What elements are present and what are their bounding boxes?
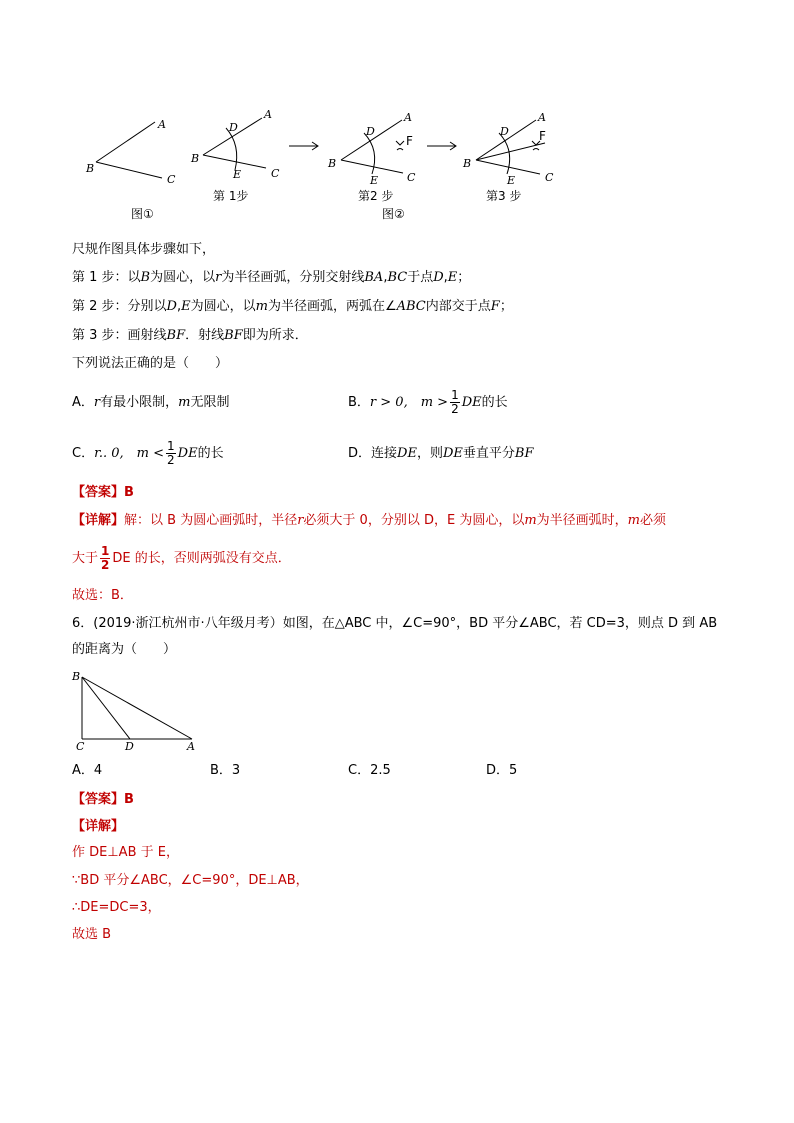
question-5-prompt: 下列说法正确的是（ ）	[72, 356, 229, 371]
construction-step-1: 第 1 步：以B为圆心，以r为半径画弧，分别交射线BA,BC于点D,E；	[72, 270, 471, 285]
q6-detail-heading: 【详解】	[72, 819, 125, 834]
arrow-1	[289, 142, 318, 150]
q6-option-c: C．2.5	[348, 763, 391, 778]
q6-option-d: D．5	[486, 763, 518, 778]
figure-1-angle	[96, 122, 162, 178]
triangle-label-b: B	[72, 670, 81, 683]
step1-label-b: B	[191, 152, 200, 165]
q5-answer: 【答案】B	[72, 485, 134, 500]
arrow-2	[427, 142, 456, 150]
q6-option-a: A．4	[72, 763, 103, 778]
step2-label-c: C	[407, 171, 416, 184]
q6-solution-line-1: 作 DE⊥AB 于 E，	[72, 845, 179, 860]
fig1-label-a: A	[158, 118, 166, 131]
q6-solution-line-2: ∵BD 平分∠ABC，∠C=90°，DE⊥AB，	[72, 873, 309, 888]
q6-answer: 【答案】B	[72, 792, 134, 807]
triangle-figure	[68, 665, 208, 755]
step3-label-e: E	[507, 174, 516, 187]
step2-label-a: A	[404, 111, 412, 124]
triangle-label-c: C	[76, 740, 85, 753]
step2-caption: 第2 步	[358, 189, 394, 203]
q6-solution-line-4: 故选 B	[72, 927, 112, 942]
q6-option-b: B．3	[210, 763, 241, 778]
caption-figure-2: 图②	[382, 207, 405, 221]
step2-label-f: F	[406, 134, 413, 148]
fig1-label-b: B	[86, 162, 95, 175]
caption-figure-1: 图①	[131, 207, 154, 221]
construction-step-3: 第 3 步：画射线BF．射线BF即为所求．	[72, 328, 308, 343]
step2-label-b: B	[328, 157, 337, 170]
fraction-half: $\frac{1}{2}$	[451, 388, 459, 416]
step1-label-e: E	[233, 168, 242, 181]
q5-detail-line-1: 【详解】解：以 B 为圆心画弧时，半径r必须大于 0，分别以 D，E 为圆心，以m为半径画弧时，m必须	[72, 513, 667, 528]
construction-figure	[0, 0, 794, 230]
q5-option-d: D．连接DE，则DE垂直平分BF	[348, 446, 534, 461]
q6-solution-line-3: ∴DE=DC=3，	[72, 900, 161, 915]
step3-label-c: C	[545, 171, 554, 184]
step1-label-c: C	[271, 167, 280, 180]
fraction-half: $\frac{1}{2}$	[101, 544, 110, 572]
step2-label-d: D	[366, 125, 375, 138]
step3-figure	[476, 120, 545, 174]
triangle-label-a: A	[187, 740, 195, 753]
step3-label-f: F	[539, 129, 546, 143]
q5-choose: 故选：B．	[72, 588, 133, 603]
construction-step-2: 第 2 步：分别以D,E为圆心，以m为半径画弧，两弧在∠ABC内部交于点F；	[72, 299, 513, 314]
step3-caption: 第3 步	[486, 189, 522, 203]
step1-label-a: A	[264, 108, 272, 121]
step3-label-d: D	[500, 125, 509, 138]
step1-label-d: D	[229, 121, 238, 134]
q5-option-a: A．r有最小限制，m无限制	[72, 395, 230, 410]
question-6-line-2: 的距离为（ ）	[72, 642, 177, 657]
step2-label-e: E	[370, 174, 379, 187]
construction-intro: 尺规作图具体步骤如下，	[72, 242, 216, 257]
step3-label-a: A	[538, 111, 546, 124]
q5-option-b: B．r > 0, m > $\frac{1}{2}$ DE的长	[348, 388, 508, 416]
step3-label-b: B	[463, 157, 472, 170]
step1-caption: 第 1步	[213, 189, 249, 203]
q5-option-c: C．r.. 0, m < $\frac{1}{2}$ DE的长	[72, 439, 224, 467]
fraction-half: $\frac{1}{2}$	[167, 439, 175, 467]
question-6-line-1: 6．(2019·浙江杭州市·八年级月考）如图，在△ABC 中，∠C=90°，BD 平分∠ABC，若 CD=3，则点 D 到 AB	[72, 616, 718, 631]
q5-detail-line-2: 大于 $\frac{1}{2}$ DE 的长，否则两弧没有交点．	[72, 544, 291, 572]
triangle-label-d: D	[125, 740, 134, 753]
fig1-label-c: C	[167, 173, 176, 186]
